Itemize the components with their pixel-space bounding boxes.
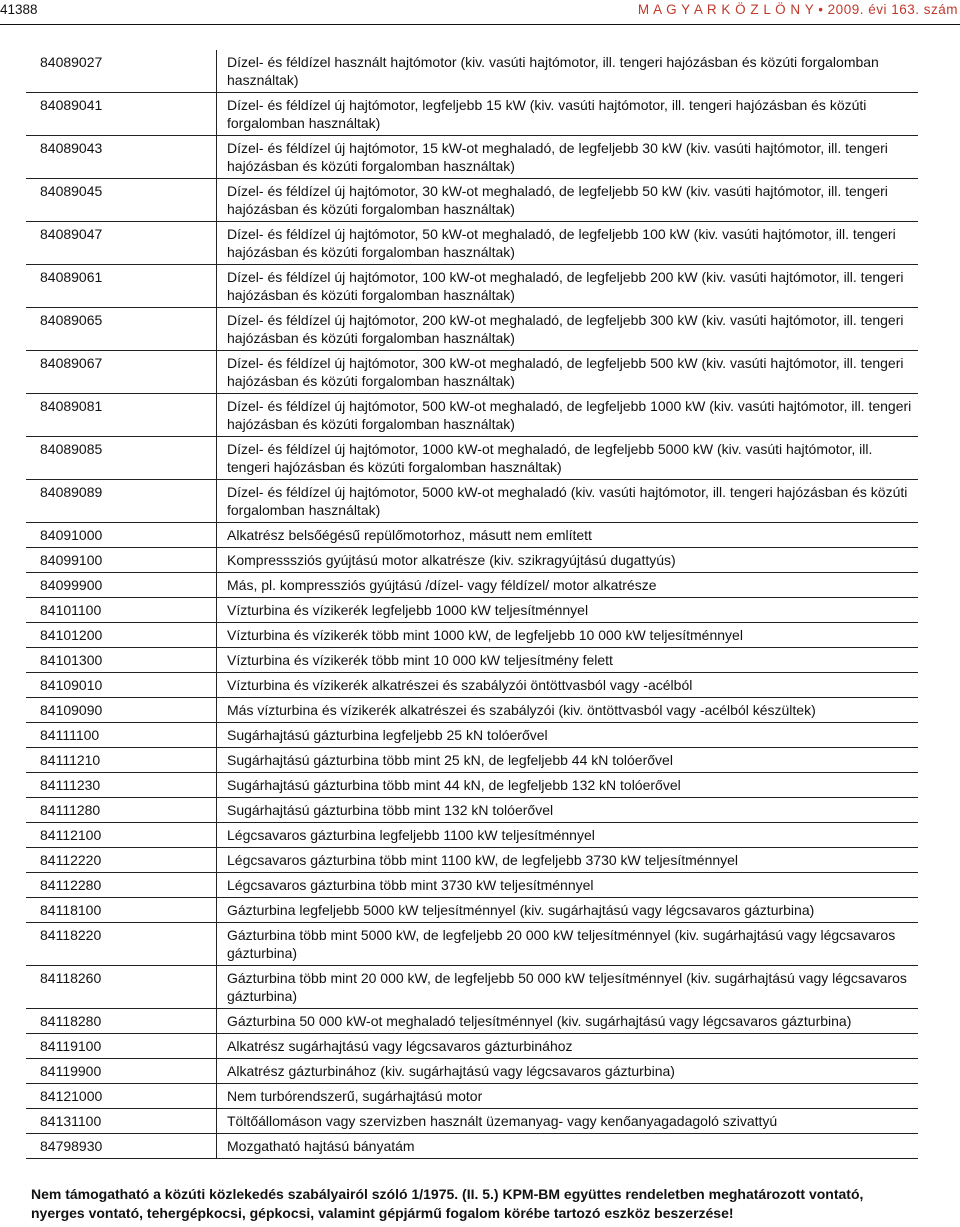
- table-row: [26, 1134, 918, 1159]
- row-description: Légcsavaros gázturbina több mint 3730 kW teljesítménnyel: [217, 873, 919, 898]
- row-description: Gázturbina 50 000 kW-ot meghaladó teljesítménnyel (kiv. sugárhajtású vagy légcsavaros gázturbina): [217, 1009, 919, 1034]
- row-code: 84089065: [26, 308, 217, 351]
- row-description: Dízel- és féldízel új hajtómotor, 1000 kW-ot meghaladó, de legfeljebb 5000 kW (kiv. vasúti hajtómotor, ill. tengeri hajózásban és közúti forgalomban használtak): [217, 437, 919, 480]
- row-description: Más vízturbina és vízikerék alkatrészei és szabályzói (kiv. öntöttvasból vagy -acélból készültek): [217, 698, 919, 723]
- row-code: 84089081: [26, 394, 217, 437]
- row-code: 84111230: [26, 773, 217, 798]
- table-row: [26, 623, 918, 648]
- table-row: [26, 548, 918, 573]
- customs-code-table: [26, 50, 918, 1159]
- page-header: [0, 0, 960, 22]
- row-code: 84099900: [26, 573, 217, 598]
- table-row: [26, 748, 918, 773]
- row-description: Légcsavaros gázturbina több mint 1100 kW, de legfeljebb 3730 kW teljesítménnyel: [217, 848, 919, 873]
- table-row: [26, 848, 918, 873]
- table-row: [26, 673, 918, 698]
- table-row: [26, 179, 918, 222]
- row-code: 84111280: [26, 798, 217, 823]
- table-row: [26, 798, 918, 823]
- table-row: [26, 1059, 918, 1084]
- table-row: [26, 773, 918, 798]
- row-code: 84101200: [26, 623, 217, 648]
- row-description: Dízel- és féldízel új hajtómotor, 100 kW-ot meghaladó, de legfeljebb 200 kW (kiv. vasúti hajtómotor, ill. tengeri hajózásban és közúti forgalomban használtak): [217, 265, 919, 308]
- table-row: [26, 648, 918, 673]
- row-code: 84118220: [26, 923, 217, 966]
- table-row: [26, 222, 918, 265]
- row-code: 84089047: [26, 222, 217, 265]
- table-row: [26, 1084, 918, 1109]
- table-row: [26, 394, 918, 437]
- row-code: 84131100: [26, 1109, 217, 1134]
- row-code: 84089043: [26, 136, 217, 179]
- row-description: Gázturbina több mint 20 000 kW, de legfeljebb 50 000 kW teljesítménnyel (kiv. sugárhajtású vagy légcsavaros gázturbina): [217, 966, 919, 1009]
- table-row: [26, 723, 918, 748]
- table-row: [26, 50, 918, 93]
- row-description: Alkatrész sugárhajtású vagy légcsavaros gázturbinához: [217, 1034, 919, 1059]
- row-description: Vízturbina és vízikerék több mint 1000 kW, de legfeljebb 10 000 kW teljesítménnyel: [217, 623, 919, 648]
- row-description: Más, pl. kompressziós gyújtású /dízel- vagy féldízel/ motor alkatrésze: [217, 573, 919, 598]
- row-code: 84101300: [26, 648, 217, 673]
- table-row: [26, 351, 918, 394]
- row-description: Vízturbina és vízikerék alkatrészei és szabályzói öntöttvasból vagy -acélból: [217, 673, 919, 698]
- table-row: [26, 923, 918, 966]
- row-code: 84091000: [26, 523, 217, 548]
- table-row: [26, 698, 918, 723]
- table-row: [26, 437, 918, 480]
- row-description: Vízturbina és vízikerék legfeljebb 1000 kW teljesítménnyel: [217, 598, 919, 623]
- table-row: [26, 598, 918, 623]
- row-code: 84089061: [26, 265, 217, 308]
- row-description: Sugárhajtású gázturbina legfeljebb 25 kN tolóerővel: [217, 723, 919, 748]
- table-body: [26, 50, 918, 1159]
- row-description: Dízel- és féldízel új hajtómotor, 500 kW-ot meghaladó, de legfeljebb 1000 kW (kiv. vasúti hajtómotor, ill. tengeri hajózásban és közúti forgalomban használtak): [217, 394, 919, 437]
- footer-note: Nem támogatható a közúti közlekedés szabályairól szóló 1/1975. (II. 5.) KPM-BM együttes rendeletben meghatározott vontató, nyerges vontató, tehergépkocsi, gépkocsi, valamint gépjármű fogalom körébe tartozó eszköz beszerzése!: [31, 1186, 864, 1221]
- table-row: [26, 966, 918, 1009]
- page-number: 41388: [0, 2, 38, 17]
- row-code: 84089045: [26, 179, 217, 222]
- row-description: Sugárhajtású gázturbina több mint 132 kN tolóerővel: [217, 798, 919, 823]
- row-description: Töltőállomáson vagy szervizben használt üzemanyag- vagy kenőanyagadagoló szivattyú: [217, 1109, 919, 1134]
- table-row: [26, 93, 918, 136]
- row-description: Mozgatható hajtású bányatám: [217, 1134, 919, 1159]
- row-code: 84089041: [26, 93, 217, 136]
- table-row: [26, 308, 918, 351]
- row-description: Dízel- és féldízel új hajtómotor, 300 kW-ot meghaladó, de legfeljebb 500 kW (kiv. vasúti hajtómotor, ill. tengeri hajózásban és közúti forgalomban használtak): [217, 351, 919, 394]
- row-description: Dízel- és féldízel új hajtómotor, 50 kW-ot meghaladó, de legfeljebb 100 kW (kiv. vasúti hajtómotor, ill. tengeri hajózásban és közúti forgalomban használtak): [217, 222, 919, 265]
- table-row: [26, 898, 918, 923]
- row-code: 84111100: [26, 723, 217, 748]
- journal-title: M A G Y A R K Ö Z L Ö N Y • 2009. évi 163. szám: [637, 2, 958, 17]
- row-description: Dízel- és féldízel új hajtómotor, 5000 kW-ot meghaladó (kiv. vasúti hajtómotor, ill. tengeri hajózásban és közúti forgalomban használtak): [217, 480, 919, 523]
- table-row: [26, 873, 918, 898]
- row-code: 84118100: [26, 898, 217, 923]
- row-description: Dízel- és féldízel új hajtómotor, 30 kW-ot meghaladó, de legfeljebb 50 kW (kiv. vasúti hajtómotor, ill. tengeri hajózásban és közúti forgalomban használtak): [217, 179, 919, 222]
- table-row: [26, 573, 918, 598]
- row-code: 84109090: [26, 698, 217, 723]
- row-code: 84089067: [26, 351, 217, 394]
- header-divider: [0, 24, 960, 25]
- row-description: Alkatrész belsőégésű repülőmotorhoz, másutt nem említett: [217, 523, 919, 548]
- table-row: [26, 523, 918, 548]
- table-row: [26, 1109, 918, 1134]
- row-description: Gázturbina legfeljebb 5000 kW teljesítménnyel (kiv. sugárhajtású vagy légcsavaros gázturbina): [217, 898, 919, 923]
- row-description: Gázturbina több mint 5000 kW, de legfeljebb 20 000 kW teljesítménnyel (kiv. sugárhajtású vagy légcsavaros gázturbina): [217, 923, 919, 966]
- row-code: 84118280: [26, 1009, 217, 1034]
- table-row: [26, 265, 918, 308]
- row-description: Légcsavaros gázturbina legfeljebb 1100 kW teljesítménnyel: [217, 823, 919, 848]
- row-description: Dízel- és féldízel új hajtómotor, 15 kW-ot meghaladó, de legfeljebb 30 kW (kiv. vasúti hajtómotor, ill. tengeri hajózásban és közúti forgalomban használtak): [217, 136, 919, 179]
- row-description: Sugárhajtású gázturbina több mint 25 kN, de legfeljebb 44 kN tolóerővel: [217, 748, 919, 773]
- row-code: 84101100: [26, 598, 217, 623]
- row-code: 84112220: [26, 848, 217, 873]
- table-row: [26, 1009, 918, 1034]
- row-code: 84111210: [26, 748, 217, 773]
- row-code: 84121000: [26, 1084, 217, 1109]
- row-code: 84798930: [26, 1134, 217, 1159]
- row-code: 84089085: [26, 437, 217, 480]
- row-description: Nem turbórendszerű, sugárhajtású motor: [217, 1084, 919, 1109]
- row-description: Sugárhajtású gázturbina több mint 44 kN, de legfeljebb 132 kN tolóerővel: [217, 773, 919, 798]
- row-description: Dízel- és féldízel használt hajtómotor (kiv. vasúti hajtómotor, ill. tengeri hajózásban és közúti forgalomban használtak): [217, 50, 919, 93]
- row-code: 84118260: [26, 966, 217, 1009]
- row-code: 84119900: [26, 1059, 217, 1084]
- table-row: [26, 1034, 918, 1059]
- row-description: Alkatrész gázturbinához (kiv. sugárhajtású vagy légcsavaros gázturbina): [217, 1059, 919, 1084]
- row-code: 84119100: [26, 1034, 217, 1059]
- row-code: 84112100: [26, 823, 217, 848]
- row-description: Kompresssziós gyújtású motor alkatrésze (kiv. szikragyújtású dugattyús): [217, 548, 919, 573]
- row-code: 84099100: [26, 548, 217, 573]
- table-row: [26, 480, 918, 523]
- row-code: 84109010: [26, 673, 217, 698]
- table-row: [26, 136, 918, 179]
- row-code: 84089089: [26, 480, 217, 523]
- row-description: Vízturbina és vízikerék több mint 10 000 kW teljesítmény felett: [217, 648, 919, 673]
- row-code: 84112280: [26, 873, 217, 898]
- row-code: 84089027: [26, 50, 217, 93]
- table-row: [26, 823, 918, 848]
- row-description: Dízel- és féldízel új hajtómotor, legfeljebb 15 kW (kiv. vasúti hajtómotor, ill. tengeri hajózásban és közúti forgalomban használtak): [217, 93, 919, 136]
- row-description: Dízel- és féldízel új hajtómotor, 200 kW-ot meghaladó, de legfeljebb 300 kW (kiv. vasúti hajtómotor, ill. tengeri hajózásban és közúti forgalomban használtak): [217, 308, 919, 351]
